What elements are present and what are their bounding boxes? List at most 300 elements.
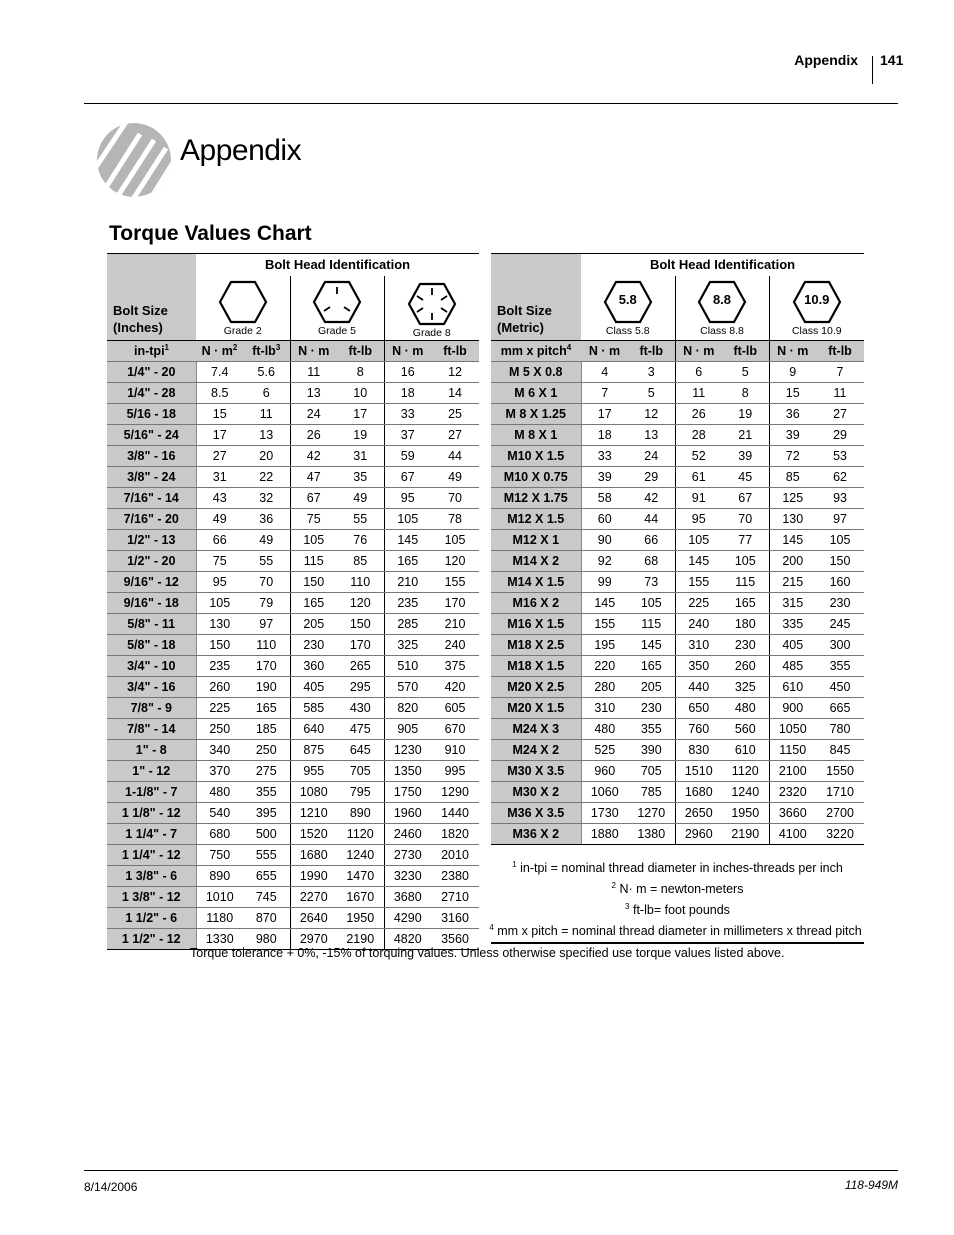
grade-2-cell	[196, 276, 290, 341]
torque-value-cell: 10	[337, 383, 384, 404]
table-row	[107, 530, 479, 551]
table-row	[107, 719, 479, 740]
table-row	[107, 488, 479, 509]
bolt-size-cell: M20 X 1.5	[491, 698, 581, 719]
torque-value-cell: 11	[816, 383, 864, 404]
torque-value-cell: 650	[675, 698, 722, 719]
torque-value-cell: 705	[628, 761, 675, 782]
torque-value-cell: 250	[243, 740, 290, 761]
torque-value-cell: 910	[431, 740, 479, 761]
table-row	[491, 656, 864, 677]
bolt-size-cell: 7/8" - 9	[107, 698, 196, 719]
bolt-size-cell: 7/8" - 14	[107, 719, 196, 740]
table-row	[107, 614, 479, 635]
bolt-size-cell: M10 X 0.75	[491, 467, 581, 488]
chapter-logo-icon	[96, 122, 172, 198]
torque-value-cell: 610	[769, 677, 816, 698]
torque-value-cell: 67	[290, 488, 337, 509]
table-row	[107, 362, 479, 383]
grade-2-hex-icon	[218, 280, 268, 324]
torque-value-cell: 55	[337, 509, 384, 530]
torque-value-cell: 560	[722, 719, 769, 740]
table-row	[491, 467, 864, 488]
torque-value-cell: 170	[243, 656, 290, 677]
footnote-4: $^4$ mm x pitch = nominal thread diameter in millimeters x thread pitch	[489, 922, 862, 938]
torque-value-cell: 905	[384, 719, 431, 740]
torque-value-cell: 68	[628, 551, 675, 572]
torque-value-cell: 3560	[431, 929, 479, 950]
torque-value-cell: 245	[816, 614, 864, 635]
torque-value-cell: 26	[675, 404, 722, 425]
torque-value-cell: 875	[290, 740, 337, 761]
torque-value-cell: 73	[628, 572, 675, 593]
table-row	[491, 446, 864, 467]
torque-value-cell: 370	[196, 761, 243, 782]
section-title: Torque Values Chart	[109, 222, 312, 245]
torque-value-cell: 39	[722, 446, 769, 467]
torque-value-cell: 76	[337, 530, 384, 551]
torque-value-cell: 155	[431, 572, 479, 593]
bolt-size-cell: 5/8" - 11	[107, 614, 196, 635]
torque-value-cell: 785	[628, 782, 675, 803]
torque-value-cell: 7.4	[196, 362, 243, 383]
torque-value-cell: 310	[675, 635, 722, 656]
torque-value-cell: 67	[722, 488, 769, 509]
torque-value-cell: 225	[196, 698, 243, 719]
torque-value-cell: 280	[581, 677, 628, 698]
torque-value-cell: 240	[675, 614, 722, 635]
torque-value-cell: 24	[628, 446, 675, 467]
torque-value-cell: 42	[628, 488, 675, 509]
page-number: 141	[880, 52, 904, 68]
torque-value-cell: 61	[675, 467, 722, 488]
torque-value-cell: 215	[769, 572, 816, 593]
bolt-size-cell: 7/16" - 14	[107, 488, 196, 509]
table-row	[491, 593, 864, 614]
torque-value-cell: 475	[337, 719, 384, 740]
torque-value-cell: 35	[337, 467, 384, 488]
bolt-size-cell: 3/8" - 16	[107, 446, 196, 467]
torque-value-cell: 18	[384, 383, 431, 404]
torque-value-cell: 150	[337, 614, 384, 635]
torque-value-cell: 890	[337, 803, 384, 824]
bolt-size-cell: 3/8" - 24	[107, 467, 196, 488]
torque-value-cell: 1750	[384, 782, 431, 803]
torque-value-cell: 585	[290, 698, 337, 719]
torque-value-cell: 4820	[384, 929, 431, 950]
torque-value-cell: 17	[581, 404, 628, 425]
bolt-size-cell: M16 X 1.5	[491, 614, 581, 635]
table-row	[491, 803, 864, 824]
torque-value-cell: 275	[243, 761, 290, 782]
torque-value-cell: 160	[816, 572, 864, 593]
torque-value-cell: 540	[196, 803, 243, 824]
torque-value-cell: 93	[816, 488, 864, 509]
torque-value-cell: 85	[769, 467, 816, 488]
torque-value-cell: 6	[675, 362, 722, 383]
torque-value-cell: 230	[816, 593, 864, 614]
grade-2-label: Grade 2	[223, 325, 262, 337]
torque-value-cell: 13	[290, 383, 337, 404]
torque-value-cell: 350	[675, 656, 722, 677]
torque-value-cell: 13	[243, 425, 290, 446]
metric-torque-table	[491, 253, 864, 845]
torque-value-cell: 105	[384, 509, 431, 530]
torque-value-cell: 17	[196, 425, 243, 446]
bolt-size-cell: 1 1/2" - 12	[107, 929, 196, 950]
bolt-size-cell: M 8 X 1.25	[491, 404, 581, 425]
bolt-size-cell: 5/8" - 18	[107, 635, 196, 656]
torque-value-cell: 97	[816, 509, 864, 530]
torque-value-cell: 2320	[769, 782, 816, 803]
torque-value-cell: 8.5	[196, 383, 243, 404]
torque-value-cell: 555	[243, 845, 290, 866]
torque-value-cell: 325	[722, 677, 769, 698]
torque-value-cell: 52	[675, 446, 722, 467]
bolt-size-cell: 5/16 - 18	[107, 404, 196, 425]
bolt-size-cell: 1 1/2" - 6	[107, 908, 196, 929]
torque-value-cell: 90	[581, 530, 628, 551]
bolt-size-cell: 9/16" - 12	[107, 572, 196, 593]
torque-value-cell: 145	[384, 530, 431, 551]
torque-value-cell: 4100	[769, 824, 816, 845]
footnote-3: $^3$ ft-lb= foot pounds	[625, 901, 730, 917]
torque-value-cell: 2380	[431, 866, 479, 887]
torque-value-cell: 640	[290, 719, 337, 740]
table-row	[491, 572, 864, 593]
torque-value-cell: 19	[722, 404, 769, 425]
torque-value-cell: 795	[337, 782, 384, 803]
torque-value-cell: 165	[243, 698, 290, 719]
bolt-size-cell: M12 X 1	[491, 530, 581, 551]
torque-value-cell: 390	[628, 740, 675, 761]
torque-value-cell: 180	[722, 614, 769, 635]
torque-value-cell: 1880	[581, 824, 628, 845]
torque-value-cell: 145	[628, 635, 675, 656]
torque-value-cell: 97	[243, 614, 290, 635]
torque-value-cell: 3	[628, 362, 675, 383]
bolt-size-cell: M30 X 3.5	[491, 761, 581, 782]
torque-value-cell: 11	[675, 383, 722, 404]
table-row	[107, 866, 479, 887]
table-row	[491, 383, 864, 404]
torque-value-cell: 500	[243, 824, 290, 845]
torque-value-cell: 33	[581, 446, 628, 467]
table-row	[107, 635, 479, 656]
torque-value-cell: 75	[290, 509, 337, 530]
torque-value-cell: 44	[628, 509, 675, 530]
torque-value-cell: 22	[243, 467, 290, 488]
grade-5-hex-icon	[312, 280, 362, 324]
torque-value-cell: 91	[675, 488, 722, 509]
bolt-size-cell: 1/4" - 20	[107, 362, 196, 383]
tolerance-note: Torque tolerance + 0%, -15% of torquing values. Unless otherwise specified use torque values listed above.	[190, 946, 785, 960]
torque-value-cell: 29	[816, 425, 864, 446]
torque-value-cell: 2960	[675, 824, 722, 845]
bolt-size-cell: M12 X 1.75	[491, 488, 581, 509]
torque-value-cell: 230	[722, 635, 769, 656]
grade-8-label: Grade 8	[412, 327, 451, 339]
torque-value-cell: 145	[675, 551, 722, 572]
table-row	[491, 362, 864, 383]
torque-value-cell: 14	[431, 383, 479, 404]
torque-value-cell: 2270	[290, 887, 337, 908]
torque-value-cell: 220	[581, 656, 628, 677]
torque-value-cell: 24	[290, 404, 337, 425]
bolt-size-cell: 9/16" - 18	[107, 593, 196, 614]
torque-value-cell: 70	[243, 572, 290, 593]
torque-value-cell: 510	[384, 656, 431, 677]
bolt-size-cell: 1 1/4" - 7	[107, 824, 196, 845]
table-row	[107, 887, 479, 908]
table-row	[107, 404, 479, 425]
class-8-8-head-mark: 8.8	[712, 292, 732, 307]
torque-value-cell: 395	[243, 803, 290, 824]
class-10-9-label: Class 10.9	[791, 325, 842, 337]
torque-value-cell: 60	[581, 509, 628, 530]
table-row	[491, 677, 864, 698]
torque-value-cell: 405	[290, 677, 337, 698]
torque-value-cell: 605	[431, 698, 479, 719]
table-row	[107, 908, 479, 929]
torque-value-cell: 3160	[431, 908, 479, 929]
torque-value-cell: 645	[337, 740, 384, 761]
torque-value-cell: 1210	[290, 803, 337, 824]
table-row	[491, 740, 864, 761]
table-row	[107, 446, 479, 467]
torque-value-cell: 420	[431, 677, 479, 698]
torque-value-cell: 150	[290, 572, 337, 593]
torque-value-cell: 1050	[769, 719, 816, 740]
bolt-size-cell: M36 X 2	[491, 824, 581, 845]
bolt-size-cell: 1 3/8" - 12	[107, 887, 196, 908]
torque-value-cell: 300	[816, 635, 864, 656]
torque-value-cell: 11	[290, 362, 337, 383]
grade-8-cell	[384, 276, 479, 341]
torque-value-cell: 115	[290, 551, 337, 572]
torque-value-cell: 67	[384, 467, 431, 488]
bolt-size-cell: M30 X 2	[491, 782, 581, 803]
torque-value-cell: 12	[628, 404, 675, 425]
class-10-9-cell	[769, 276, 864, 341]
footer-doc-number: 118-949M	[844, 1178, 898, 1192]
torque-value-cell: 36	[243, 509, 290, 530]
table-row	[107, 824, 479, 845]
table-row	[107, 509, 479, 530]
torque-value-cell: 32	[243, 488, 290, 509]
torque-value-cell: 165	[384, 551, 431, 572]
torque-value-cell: 285	[384, 614, 431, 635]
torque-value-cell: 5	[722, 362, 769, 383]
torque-value-cell: 26	[290, 425, 337, 446]
table-row	[491, 488, 864, 509]
torque-value-cell: 36	[769, 404, 816, 425]
torque-value-cell: 12	[431, 362, 479, 383]
torque-value-cell: 310	[581, 698, 628, 719]
torque-value-cell: 200	[769, 551, 816, 572]
table-row	[491, 404, 864, 425]
torque-value-cell: 27	[816, 404, 864, 425]
table-row	[107, 803, 479, 824]
bolt-size-cell: M 5 X 0.8	[491, 362, 581, 383]
chapter-title: Appendix	[180, 134, 302, 167]
torque-value-cell: 355	[243, 782, 290, 803]
torque-value-cell: 99	[581, 572, 628, 593]
torque-value-cell: 37	[384, 425, 431, 446]
bolt-size-cell: M10 X 1.5	[491, 446, 581, 467]
torque-value-cell: 655	[243, 866, 290, 887]
torque-value-cell: 11	[243, 404, 290, 425]
col-header-grade5-nm: N · m	[290, 341, 337, 362]
torque-value-cell: 1350	[384, 761, 431, 782]
class-8-8-label: Class 8.8	[700, 325, 744, 337]
grade-5-cell	[290, 276, 384, 341]
footnotes-bottom-rule	[491, 942, 864, 944]
bolt-size-cell: M 8 X 1	[491, 425, 581, 446]
torque-value-cell: 8	[337, 362, 384, 383]
table-row	[491, 635, 864, 656]
torque-value-cell: 145	[769, 530, 816, 551]
torque-value-cell: 1230	[384, 740, 431, 761]
torque-value-cell: 1120	[722, 761, 769, 782]
torque-value-cell: 210	[384, 572, 431, 593]
footer-date: 8/14/2006	[84, 1180, 138, 1194]
col-header-grade2-ftlb: $ft-lb^3$	[243, 341, 290, 362]
bolt-size-cell: M24 X 3	[491, 719, 581, 740]
top-rule	[84, 103, 898, 104]
torque-value-cell: 1520	[290, 824, 337, 845]
table-row	[107, 698, 479, 719]
torque-value-cell: 53	[816, 446, 864, 467]
bolt-size-cell: 1/2" - 13	[107, 530, 196, 551]
torque-value-cell: 315	[769, 593, 816, 614]
torque-value-cell: 165	[628, 656, 675, 677]
torque-value-cell: 8	[722, 383, 769, 404]
torque-value-cell: 230	[290, 635, 337, 656]
inch-torque-table	[107, 253, 479, 950]
torque-value-cell: 185	[243, 719, 290, 740]
torque-value-cell: 1680	[290, 845, 337, 866]
torque-value-cell: 225	[675, 593, 722, 614]
torque-value-cell: 295	[337, 677, 384, 698]
header-divider	[872, 56, 873, 84]
torque-value-cell: 49	[337, 488, 384, 509]
torque-value-cell: 1330	[196, 929, 243, 950]
torque-value-cell: 2650	[675, 803, 722, 824]
torque-value-cell: 960	[581, 761, 628, 782]
torque-value-cell: 2970	[290, 929, 337, 950]
col-header-class58-ftlb: ft-lb	[628, 341, 675, 362]
torque-value-cell: 450	[816, 677, 864, 698]
torque-value-cell: 480	[196, 782, 243, 803]
col-header-class109-nm: N · m	[769, 341, 816, 362]
col-header-in-tpi: in-tpi$^1$	[107, 341, 196, 362]
torque-value-cell: 3660	[769, 803, 816, 824]
torque-value-cell: 1670	[337, 887, 384, 908]
bolt-size-cell: M 6 X 1	[491, 383, 581, 404]
table-row	[107, 551, 479, 572]
torque-value-cell: 995	[431, 761, 479, 782]
torque-value-cell: 205	[290, 614, 337, 635]
torque-value-cell: 780	[816, 719, 864, 740]
torque-value-cell: 570	[384, 677, 431, 698]
torque-value-cell: 66	[628, 530, 675, 551]
torque-value-cell: 760	[675, 719, 722, 740]
torque-value-cell: 7	[581, 383, 628, 404]
torque-value-cell: 210	[431, 614, 479, 635]
torque-value-cell: 260	[722, 656, 769, 677]
table-row	[107, 677, 479, 698]
bottom-rule	[84, 1170, 898, 1171]
torque-value-cell: 115	[722, 572, 769, 593]
torque-value-cell: 17	[337, 404, 384, 425]
torque-value-cell: 2700	[816, 803, 864, 824]
torque-value-cell: 58	[581, 488, 628, 509]
torque-value-cell: 150	[196, 635, 243, 656]
torque-value-cell: 3230	[384, 866, 431, 887]
class-5-8-cell	[581, 276, 675, 341]
torque-value-cell: 980	[243, 929, 290, 950]
torque-value-cell: 325	[384, 635, 431, 656]
bolt-size-cell: M16 X 2	[491, 593, 581, 614]
torque-value-cell: 170	[431, 593, 479, 614]
col-header-grade8-nm: N · m	[384, 341, 431, 362]
torque-value-cell: 3220	[816, 824, 864, 845]
torque-value-cell: 145	[581, 593, 628, 614]
torque-value-cell: 1060	[581, 782, 628, 803]
torque-value-cell: 750	[196, 845, 243, 866]
torque-value-cell: 1950	[337, 908, 384, 929]
torque-value-cell: 44	[431, 446, 479, 467]
table-row	[107, 761, 479, 782]
torque-value-cell: 70	[722, 509, 769, 530]
torque-value-cell: 43	[196, 488, 243, 509]
torque-value-cell: 75	[196, 551, 243, 572]
torque-value-cell: 2640	[290, 908, 337, 929]
torque-value-cell: 170	[337, 635, 384, 656]
torque-value-cell: 4290	[384, 908, 431, 929]
torque-value-cell: 155	[675, 572, 722, 593]
class-10-9-head-mark: 10.9	[804, 292, 830, 307]
torque-value-cell: 2010	[431, 845, 479, 866]
torque-value-cell: 195	[581, 635, 628, 656]
bolt-size-cell: 1" - 8	[107, 740, 196, 761]
bolt-size-cell: M12 X 1.5	[491, 509, 581, 530]
table-row	[491, 782, 864, 803]
torque-value-cell: 120	[337, 593, 384, 614]
bolt-size-inches-label: Bolt Size (Inches)	[107, 254, 196, 341]
table-row	[491, 509, 864, 530]
torque-value-cell: 1710	[816, 782, 864, 803]
torque-value-cell: 1550	[816, 761, 864, 782]
torque-value-cell: 2710	[431, 887, 479, 908]
bolt-size-cell: 1/2" - 20	[107, 551, 196, 572]
torque-value-cell: 355	[628, 719, 675, 740]
torque-value-cell: 1080	[290, 782, 337, 803]
torque-value-cell: 260	[196, 677, 243, 698]
torque-value-cell: 2190	[722, 824, 769, 845]
torque-value-cell: 78	[431, 509, 479, 530]
torque-value-cell: 1960	[384, 803, 431, 824]
torque-value-cell: 150	[816, 551, 864, 572]
col-header-class109-ftlb: ft-lb	[816, 341, 864, 362]
col-header-class58-nm: N · m	[581, 341, 628, 362]
torque-value-cell: 49	[243, 530, 290, 551]
torque-value-cell: 205	[628, 677, 675, 698]
torque-value-cell: 2730	[384, 845, 431, 866]
torque-value-cell: 21	[722, 425, 769, 446]
bolt-size-cell: M18 X 2.5	[491, 635, 581, 656]
